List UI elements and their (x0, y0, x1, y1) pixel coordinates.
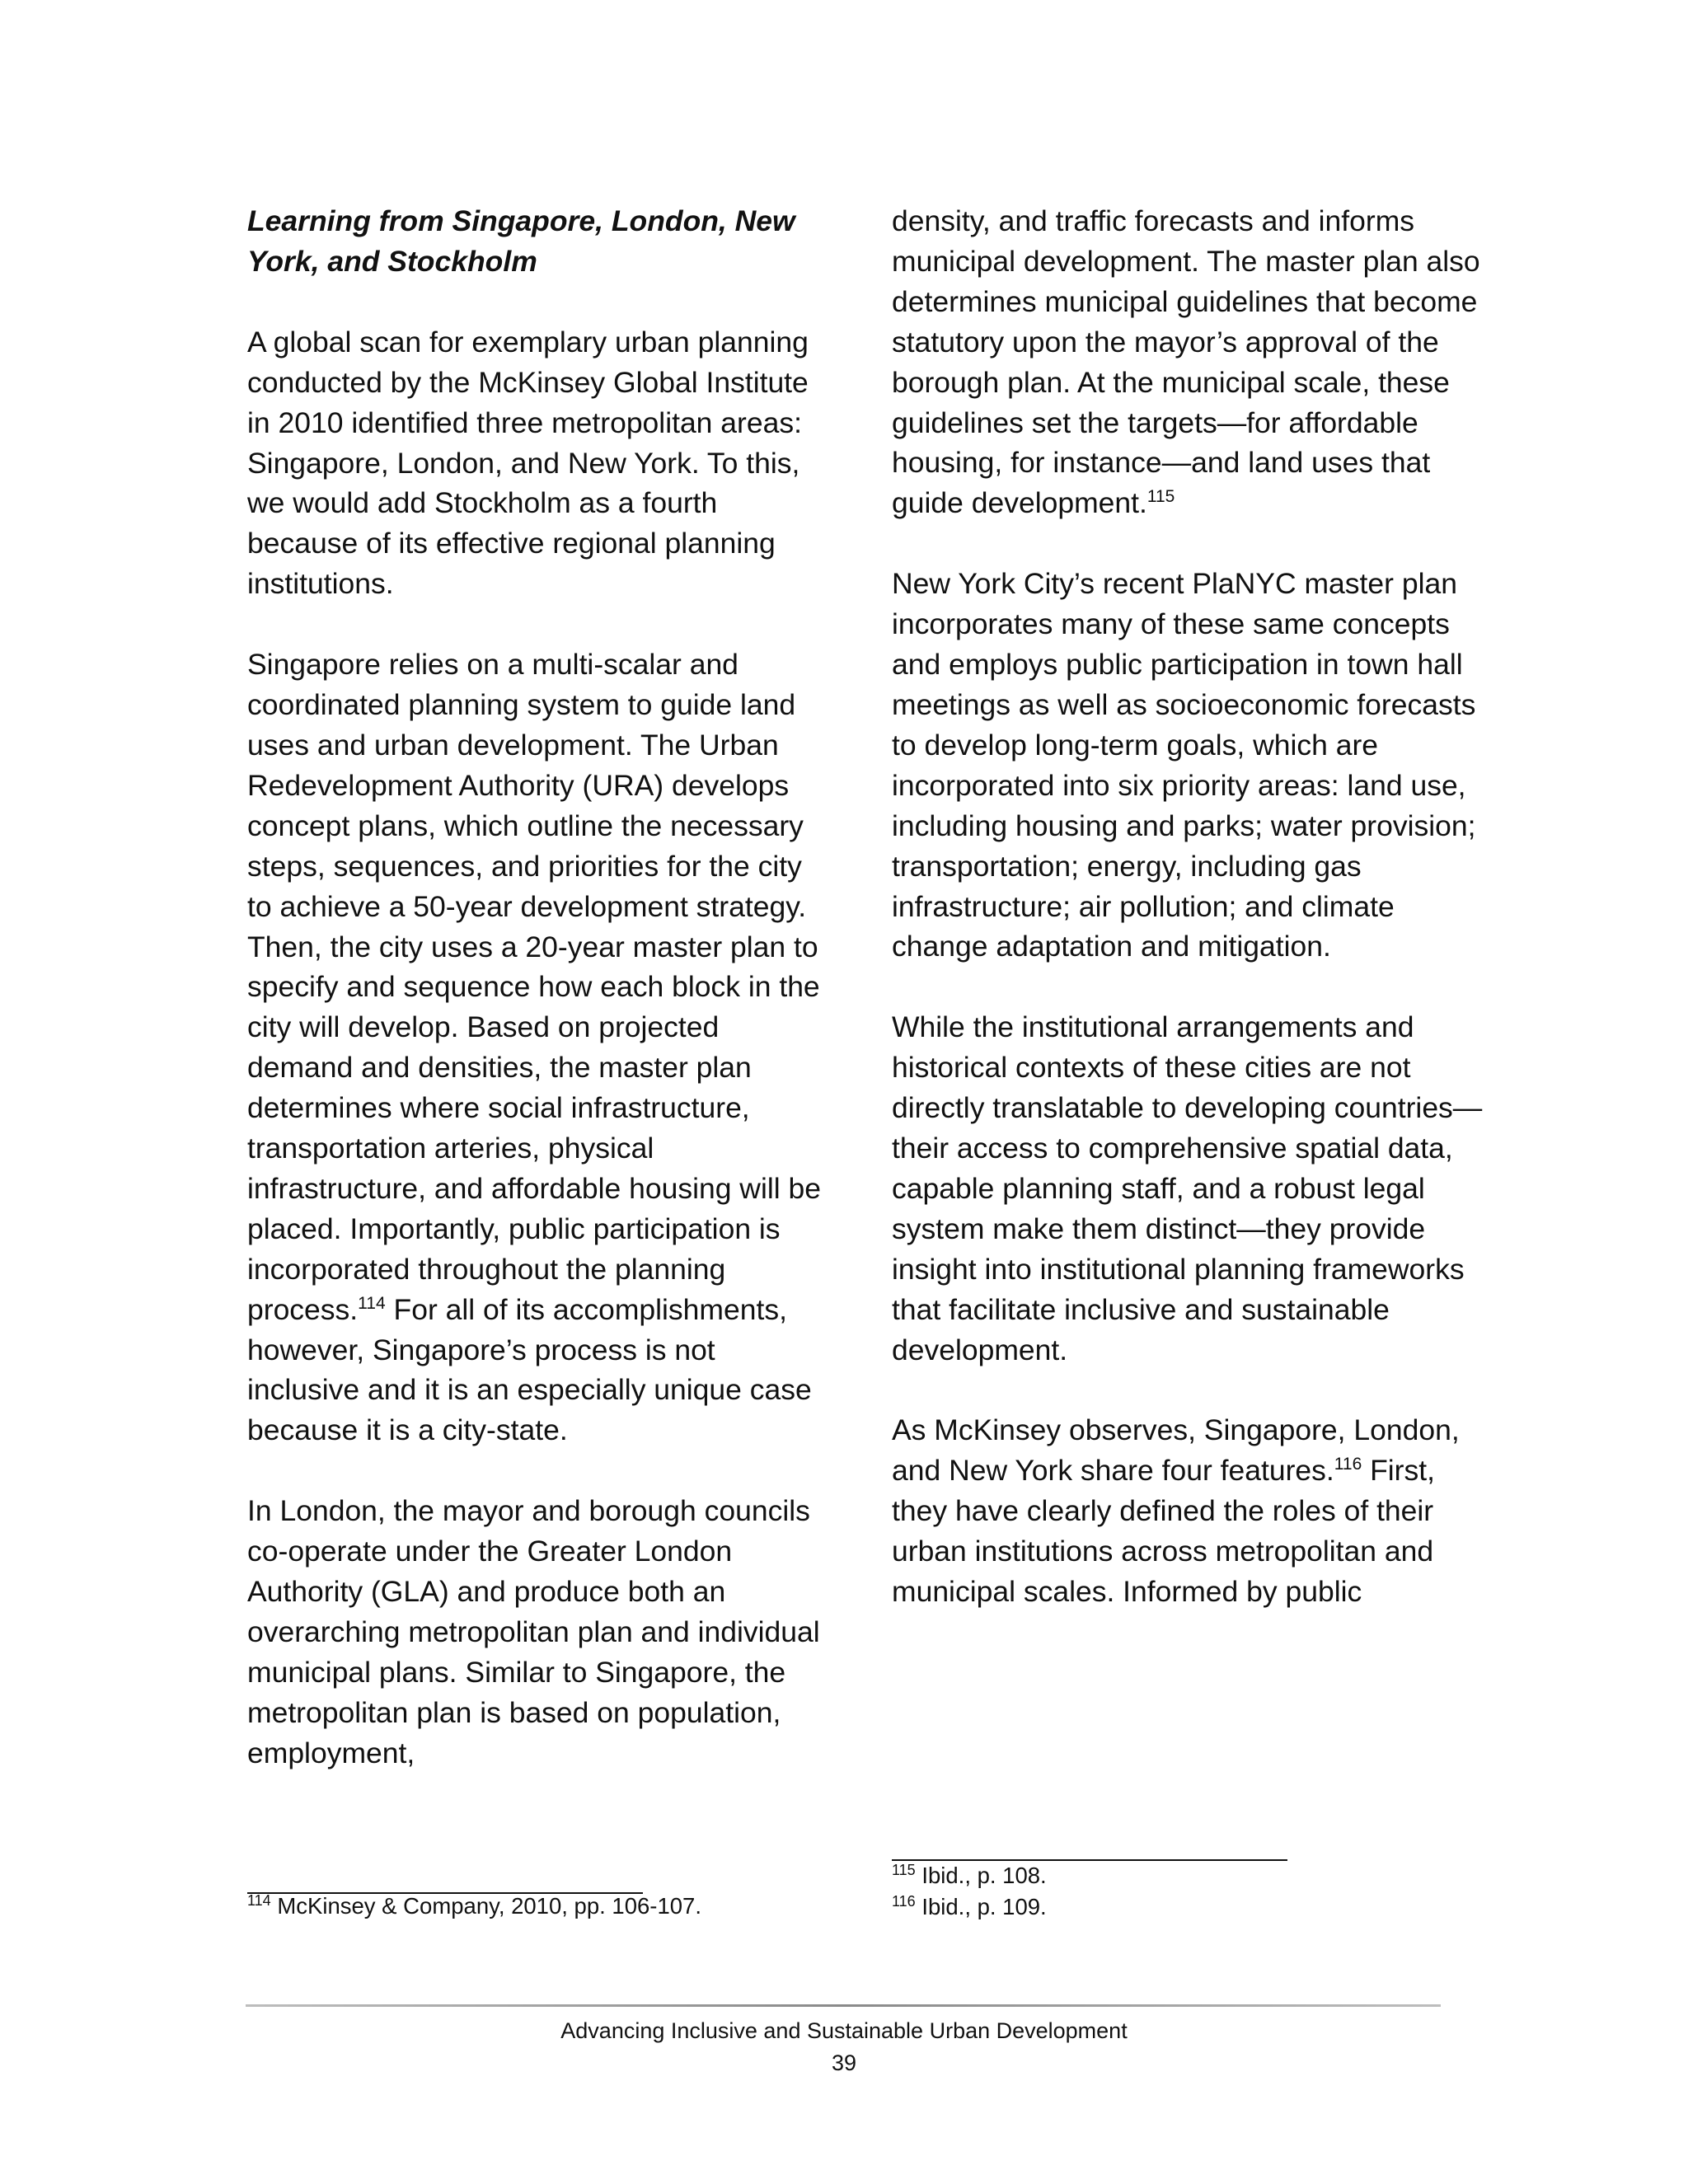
footer-divider (246, 2004, 1441, 2007)
page-number: 39 (831, 2050, 857, 2075)
paragraph-singapore (247, 644, 824, 1451)
left-column (247, 201, 824, 1774)
footnote-text: Ibid., p. 108. (915, 1863, 1047, 1888)
footnote-ref-114[interactable]: 114 (358, 1293, 386, 1313)
paragraph-london-cont-text: density, and traffic forecasts and informs municipal development. The master plan also determines municipal guidelines that become statutory upon the mayor’s approval of the borough plan. At the municipal scale, these guidelines set the targets—for affordable housing, for instance—and land uses that guide development. (892, 204, 1480, 520)
section-heading: Learning from Singapore, London, New York, and Stockholm (247, 204, 795, 278)
paragraph-london-cont (892, 201, 1485, 523)
footnote-116 (892, 1891, 1047, 1923)
footnote-ref-115[interactable]: 115 (1146, 487, 1175, 507)
paragraph-new-york: New York City’s recent PlaNYC master plan incorporates many of these same concepts and employs public participation in town hall meetings as well as socioeconomic forecasts to develop long-term goals, which are incorporated into six priority areas: land use, including housing and parks; water provision; transportation; energy, including gas infrastructure; air pollution; and climate change adaptation and mitigation. (892, 567, 1476, 963)
paragraph-london: In London, the mayor and borough councils co-operate under the Greater London Authority (GLA) and produce both an overarching metropolitan plan and individual municipal plans. Similar to Singapore, the metropolitan plan is based on population, employment, (247, 1494, 820, 1769)
paragraph-global-scan: A global scan for exemplary urban planning conducted by the McKinsey Global Institute in 2010 identified three metropolitan areas: Singapore, London, and New York. To this, we would add Stockholm as a fourth because of its effective regional planning institutions. (247, 325, 809, 601)
footnotes-right (892, 1860, 1047, 1923)
paragraph-singapore-text-cont: For all of its accomplishments, however, Singapore’s process is not inclusive and it is an especially unique case because it is a city-state. (247, 1292, 812, 1447)
paragraph-mckinsey-text: As McKinsey observes, Singapore, London, and New York share four features. (892, 1413, 1460, 1488)
footnote-ref-116[interactable]: 116 (1334, 1455, 1362, 1474)
paragraph-institutional: While the institutional arrangements and historical contexts of these cities are not directly translatable to developing countries—their access to comprehensive spatial data, capable planning staff, and a robust legal system make them distinct—they provide insight into institutional planning frameworks that facilitate inclusive and sustainable development. (892, 1010, 1483, 1366)
footer-title: Advancing Inclusive and Sustainable Urban Development (560, 2018, 1128, 2043)
footnote-text: Ibid., p. 109. (915, 1894, 1047, 1919)
footnote-number: 116 (892, 1892, 916, 1910)
footnote-text: McKinsey & Company, 2010, pp. 106-107. (270, 1893, 701, 1919)
footnote-number: 114 (247, 1891, 271, 1909)
paragraph-mckinsey-text-cont: First, they have clearly defined the roles of their urban institutions across metropolitan and municipal scales. Informed by public (892, 1454, 1435, 1609)
footnote-number: 115 (892, 1861, 916, 1878)
footnote-114 (247, 1891, 701, 1922)
right-column (892, 201, 1485, 1612)
footnote-115 (892, 1860, 1047, 1891)
paragraph-singapore-text: Singapore relies on a multi-scalar and coordinated planning system to guide land uses and urban development. The Urban Redevelopment Authority (URA) develops concept plans, which outline the necessary steps, sequences, and priorities for the city to achieve a 50-year development strategy. Then, the city uses a 20-year master plan to specify and sequence how each block in the city will develop. Based on projected demand and densities, the master plan determines where social infrastructure, transportation arteries, physical infrastructure, and affordable housing will be placed. Importantly, public participation is incorporated throughout the planning process. (247, 648, 821, 1326)
paragraph-mckinsey-features (892, 1410, 1485, 1612)
footnotes-left (247, 1891, 701, 1922)
